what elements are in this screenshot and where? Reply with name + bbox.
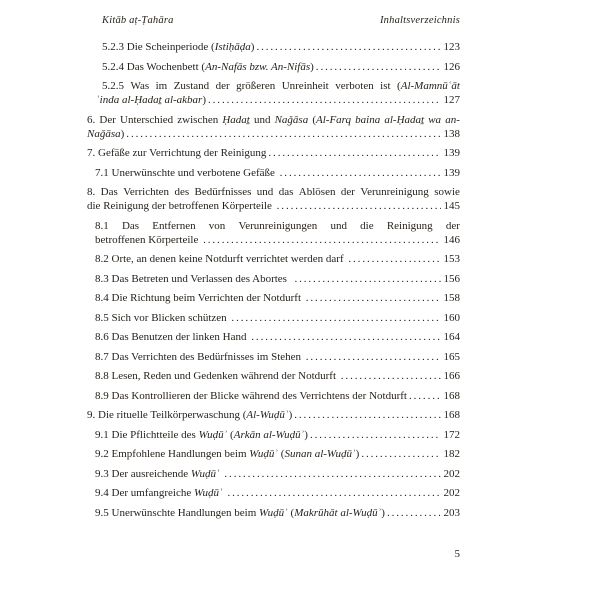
toc-word: der xyxy=(215,80,230,92)
toc-page-ref: 126 xyxy=(443,60,460,73)
toc-entry xyxy=(86,447,460,461)
dot-leader xyxy=(208,93,441,107)
dot-leader xyxy=(409,389,441,403)
toc-word: im xyxy=(155,80,168,92)
toc-entry-line xyxy=(95,350,460,364)
page-footer xyxy=(86,547,460,561)
toc-text-transliteration: Al-Wuḍūʾ xyxy=(246,409,289,421)
toc-word: Verunreinigung xyxy=(360,186,429,198)
toc-entry xyxy=(86,408,460,422)
toc-page-ref: 203 xyxy=(443,506,460,519)
toc-entry-line xyxy=(95,272,460,286)
toc-word: Unterschied xyxy=(120,113,174,126)
running-title: Kitāb aṭ-Ṭahāra xyxy=(102,15,174,26)
toc-entry-line xyxy=(87,146,460,160)
toc-word: wa xyxy=(428,113,442,126)
toc-word: Bedürfnisses xyxy=(194,186,252,198)
section-header-label: Inhaltsverzeichnis xyxy=(379,15,460,26)
toc-text-transliteration: Wuḍūʾ xyxy=(190,467,220,480)
toc-page-ref: 168 xyxy=(443,409,460,421)
toc-text: 8.2 Orte, an denen keine Notdurft verrichtet werden darf xyxy=(95,253,347,265)
dot-leader xyxy=(310,428,441,442)
toc-text: ( xyxy=(227,428,234,441)
dot-leader xyxy=(203,233,440,247)
toc-text: 8.8 Lesen, Reden und Gedenken während der Notdurft xyxy=(95,370,339,382)
toc-text: 7.1 Unerwünschte und verbotene Gefäße xyxy=(95,166,278,179)
toc-text-transliteration: Wuḍūʾ xyxy=(249,448,279,460)
toc-text-transliteration: An-Nafās bzw. An-Nifās xyxy=(205,60,311,73)
toc-entry-line xyxy=(102,40,460,54)
toc-word: 6. xyxy=(87,113,96,126)
toc-page-ref: 172 xyxy=(443,428,460,441)
toc-entry xyxy=(86,60,460,74)
toc-text: ) xyxy=(202,94,206,106)
dot-leader xyxy=(224,467,440,481)
toc-entry-line-justified xyxy=(87,113,460,127)
toc-word: Ḥadaṯ xyxy=(222,113,250,126)
toc-page-ref: 127 xyxy=(443,94,460,106)
toc-word: und xyxy=(256,186,274,198)
toc-word: an- xyxy=(445,113,460,126)
toc-text: 5.2.4 Das Wochenbett ( xyxy=(102,60,206,73)
toc-text: 9.5 Unerwünschte Handlungen beim xyxy=(95,506,260,519)
toc-word: der xyxy=(340,186,355,198)
dot-leader xyxy=(341,369,441,383)
dot-leader xyxy=(348,252,440,266)
toc-page-ref: 202 xyxy=(443,487,460,499)
toc-text-transliteration: Makrūhāt al-Wuḍūʾ xyxy=(294,506,382,519)
toc-text: die Reinigung der betroffenen Körperteile xyxy=(87,200,275,212)
toc-entry-line xyxy=(95,428,460,442)
toc-entry-line xyxy=(96,93,460,107)
toc-word: zwischen xyxy=(177,113,219,126)
toc-word: Entfernen xyxy=(152,219,196,232)
dot-leader xyxy=(306,350,441,364)
toc-entry xyxy=(86,185,460,213)
dot-leader xyxy=(256,40,440,54)
toc-word: al-Ḥadaṯ xyxy=(384,113,425,126)
page-number: 5 xyxy=(454,547,460,560)
toc-word: Der xyxy=(99,113,116,126)
toc-entry xyxy=(86,428,460,442)
toc-word: verboten xyxy=(335,80,374,92)
dot-leader xyxy=(316,60,441,74)
toc-entry-line xyxy=(87,408,460,422)
dot-leader xyxy=(251,330,440,344)
toc-entry-line xyxy=(102,60,460,74)
toc-text-transliteration: Wuḍūʾ xyxy=(193,487,223,499)
toc-entry xyxy=(86,252,460,266)
toc-entry-line-justified xyxy=(102,79,460,93)
toc-entry xyxy=(86,166,460,180)
dot-leader xyxy=(280,166,441,180)
toc-page-ref: 123 xyxy=(443,41,460,53)
dot-leader xyxy=(231,311,440,325)
toc-word: 8.1 xyxy=(95,219,109,232)
toc-page-ref: 182 xyxy=(443,448,460,460)
toc-text: ) xyxy=(355,448,360,460)
toc-text: 8.5 Sich vor Blicken schützen xyxy=(95,311,230,324)
toc-page-ref: 138 xyxy=(443,127,460,140)
toc-word: von xyxy=(208,219,226,232)
toc-word: Naǧāsa xyxy=(274,113,309,126)
dot-leader xyxy=(361,447,440,461)
toc-word: der xyxy=(445,219,460,232)
toc-word: 8. xyxy=(87,186,96,198)
toc-text xyxy=(220,467,223,481)
toc-text: ) xyxy=(250,41,255,53)
toc-page-ref: 146 xyxy=(443,233,460,246)
toc-text xyxy=(223,486,226,500)
toc-text: 9.3 Der ausreichende xyxy=(95,467,191,480)
toc-word: Was xyxy=(130,80,150,92)
toc-page-ref: 166 xyxy=(443,370,460,382)
toc-page-ref: 168 xyxy=(443,389,460,402)
toc-text: betroffenen Körperteile xyxy=(95,233,202,246)
toc-page-ref: 156 xyxy=(443,272,460,285)
toc-word: (Al-Mamnūʿāt xyxy=(397,80,460,92)
toc-text: ) xyxy=(288,409,293,421)
toc-text: ) xyxy=(381,506,385,519)
toc-word: des xyxy=(174,186,190,198)
toc-word: Unreinheit xyxy=(281,80,329,92)
toc-entry xyxy=(86,219,460,247)
toc-entry-line xyxy=(87,127,460,141)
toc-entry xyxy=(86,506,460,520)
toc-text: 8.3 Das Betreten und Verlassen des Abortes xyxy=(95,272,293,285)
toc-text-transliteration: ʿinda al-Ḥadaṯ al-akbar xyxy=(96,94,203,106)
toc-page-ref: 165 xyxy=(443,350,460,363)
toc-text: ( xyxy=(278,448,285,460)
toc-entry-line xyxy=(95,291,460,305)
toc-word: und xyxy=(253,113,271,126)
toc-word: baina xyxy=(355,113,381,126)
toc-word: (Al-Farq xyxy=(312,113,352,126)
toc-entry-line-justified xyxy=(87,185,460,199)
toc-entry-line xyxy=(95,252,460,266)
toc-entry-line xyxy=(95,233,460,247)
toc-text: ) xyxy=(310,60,314,73)
toc-entry xyxy=(86,291,460,305)
running-header xyxy=(86,14,460,28)
dot-leader xyxy=(277,199,441,213)
toc-text-transliteration: Naǧāsa xyxy=(87,127,121,140)
toc-text: 8.7 Das Verrichten des Bedürfnisses im Stehen xyxy=(95,350,304,363)
dot-leader xyxy=(306,291,441,305)
toc-word: Verunreinigungen xyxy=(238,219,318,232)
toc-text-transliteration: Istiḥāḍa xyxy=(214,41,251,53)
toc-word: das xyxy=(278,186,294,198)
dot-leader xyxy=(294,272,440,286)
toc-entry-line xyxy=(95,389,460,403)
toc-page-ref: 158 xyxy=(443,292,460,304)
toc-entry-line xyxy=(95,447,460,461)
toc-entry-line xyxy=(95,311,460,325)
toc-page-ref: 145 xyxy=(443,200,460,212)
toc-entry xyxy=(86,311,460,325)
toc-word: Zustand xyxy=(173,80,210,92)
toc-entry-line xyxy=(95,467,460,481)
toc-word: 5.2.5 xyxy=(102,80,124,92)
dot-leader xyxy=(268,146,440,160)
toc-text: 8.9 Das Kontrollieren der Blicke während des Verrichtens der Notdurft xyxy=(95,389,407,402)
table-of-contents xyxy=(86,40,460,520)
toc-page-ref: 153 xyxy=(443,253,460,265)
toc-text: ) xyxy=(304,428,308,441)
toc-text: 9.2 Empfohlene Handlungen beim xyxy=(95,448,250,460)
toc-text: 5.2.3 Die Scheinperiode ( xyxy=(102,41,215,53)
toc-entry xyxy=(86,79,460,107)
toc-page-ref: 139 xyxy=(443,166,460,179)
toc-word: sowie xyxy=(434,186,460,198)
dot-leader xyxy=(126,127,440,141)
toc-word: die xyxy=(360,219,374,232)
toc-page-ref: 164 xyxy=(443,331,460,343)
toc-entry-line xyxy=(95,506,460,520)
toc-text: ) xyxy=(120,127,125,140)
toc-word: Das xyxy=(100,186,118,198)
toc-entry xyxy=(86,40,460,54)
toc-text: 8.4 Die Richtung beim Verrichten der Notdurft xyxy=(95,292,304,304)
toc-text: 8.6 Das Benutzen der linken Hand xyxy=(95,331,250,343)
toc-entry-line xyxy=(95,486,460,500)
toc-entry xyxy=(86,467,460,481)
toc-text-transliteration: Sunan al-Wuḍūʾ xyxy=(284,448,356,460)
toc-text: 9.1 Die Pflichtteile des xyxy=(95,428,199,441)
toc-entry xyxy=(86,350,460,364)
toc-page-ref: 139 xyxy=(443,147,460,159)
toc-word: Reinigung xyxy=(386,219,433,232)
toc-entry-line xyxy=(95,166,460,180)
toc-entry-line xyxy=(95,330,460,344)
toc-entry xyxy=(86,486,460,500)
toc-entry-line xyxy=(95,369,460,383)
toc-entry-line xyxy=(87,199,460,213)
toc-text-transliteration: Wuḍūʾ xyxy=(259,506,288,519)
toc-entry xyxy=(86,330,460,344)
toc-text: 9.4 Der umfangreiche xyxy=(95,487,194,499)
toc-text: 7. Gefäße zur Verrichtung der Reinigung xyxy=(87,147,267,159)
dot-leader xyxy=(387,506,441,520)
toc-word: ist xyxy=(380,80,391,92)
toc-word: Ablösen xyxy=(298,186,336,198)
toc-text-transliteration: Arkān al-Wuḍūʾ xyxy=(233,428,305,441)
toc-entry xyxy=(86,389,460,403)
dot-leader xyxy=(294,408,440,422)
toc-page-ref: 160 xyxy=(443,311,460,324)
toc-word: und xyxy=(330,219,347,232)
toc-entry-line-justified xyxy=(95,219,460,233)
toc-page-ref: 202 xyxy=(443,467,460,480)
toc-entry xyxy=(86,113,460,141)
dot-leader xyxy=(227,486,440,500)
toc-text: 9. Die rituelle Teilkörperwaschung ( xyxy=(87,409,247,421)
toc-word: größeren xyxy=(236,80,276,92)
toc-word: Verrichten xyxy=(123,186,170,198)
toc-text-transliteration: Wuḍūʾ xyxy=(198,428,228,441)
toc-entry xyxy=(86,272,460,286)
toc-entry xyxy=(86,369,460,383)
toc-word: Das xyxy=(121,219,140,232)
toc-text: ( xyxy=(287,506,295,519)
toc-entry xyxy=(86,146,460,160)
